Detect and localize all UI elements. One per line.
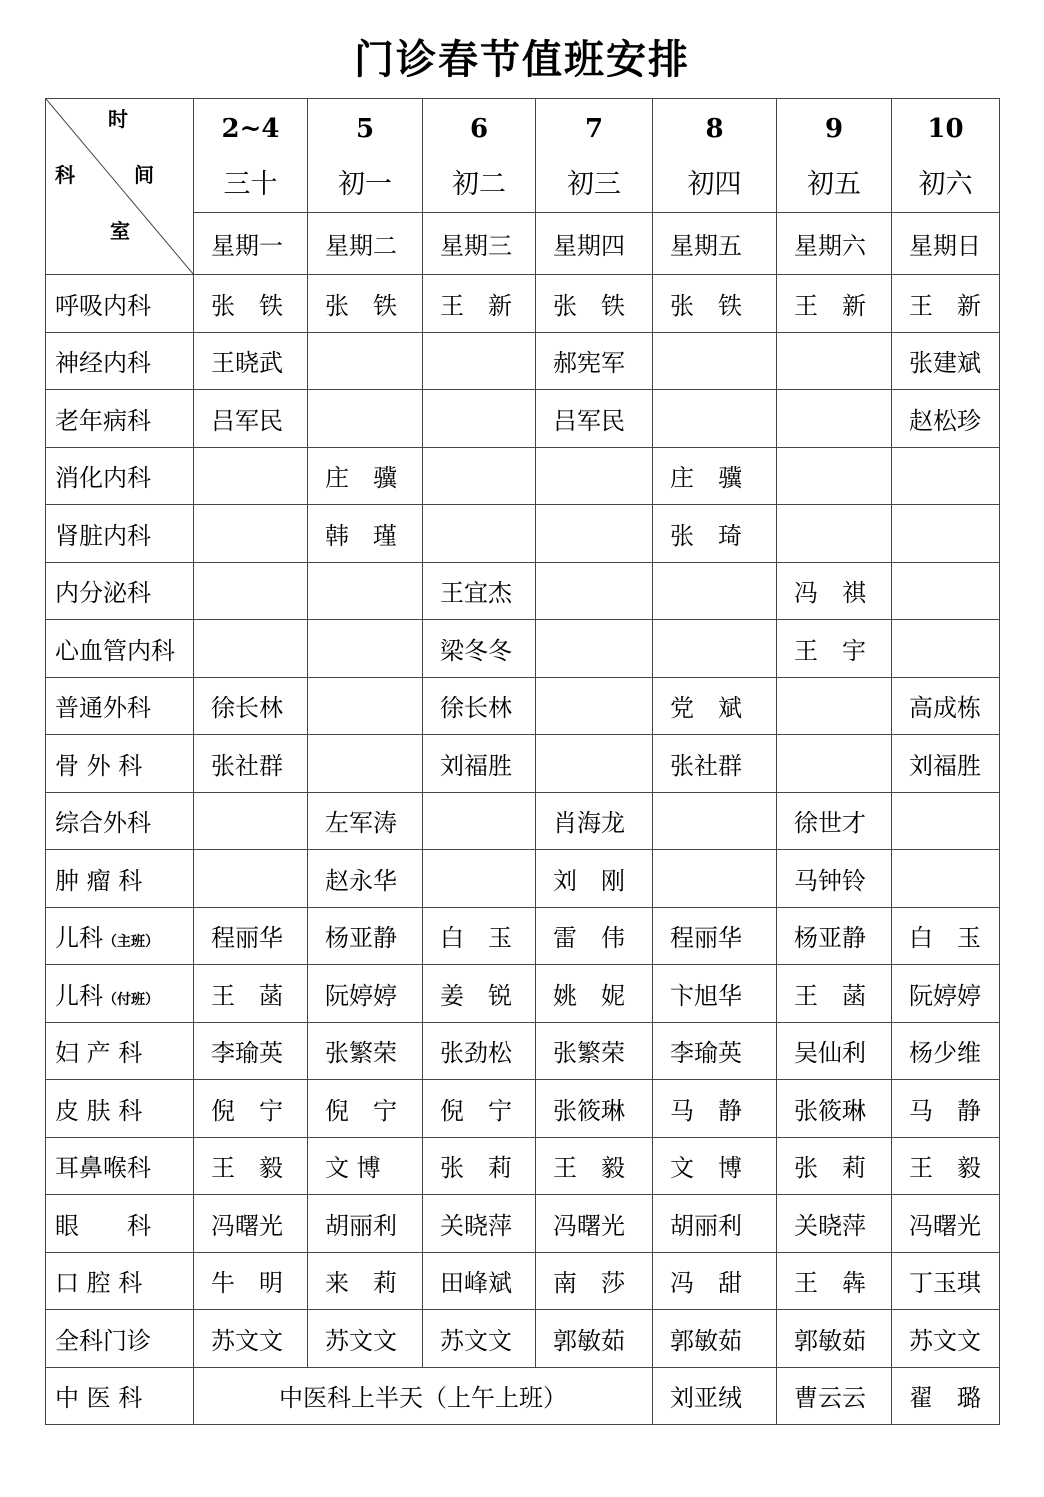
duty-cell: 刘亚绒 xyxy=(653,1367,777,1425)
duty-cell: 白 玉 xyxy=(892,907,1000,965)
merged-cell: 中医科上半天（上午上班） xyxy=(194,1367,653,1425)
duty-cell: 刘 刚 xyxy=(536,850,653,908)
duty-cell xyxy=(653,620,777,678)
table-row xyxy=(46,735,1000,793)
duty-cell: 白 玉 xyxy=(423,907,536,965)
department-shift: （付班） xyxy=(103,991,159,1008)
duty-schedule-table xyxy=(45,98,1000,1425)
duty-cell xyxy=(536,735,653,793)
duty-cell: 姚 妮 xyxy=(536,965,653,1023)
solar-date: 9 xyxy=(824,114,844,144)
duty-cell: 倪 宁 xyxy=(194,1080,308,1138)
duty-cell: 王 新 xyxy=(777,275,892,333)
duty-cell xyxy=(892,447,1000,505)
department-name: 眼 科 xyxy=(55,1211,151,1240)
duty-cell xyxy=(536,562,653,620)
duty-cell xyxy=(777,505,892,563)
header-row-dates xyxy=(46,99,1000,213)
table-row xyxy=(46,850,1000,908)
department-cell xyxy=(46,735,194,793)
solar-date: 5 xyxy=(355,114,375,144)
date-header xyxy=(308,99,423,213)
department-cell xyxy=(46,965,194,1023)
duty-cell: 党 斌 xyxy=(653,677,777,735)
duty-cell: 王 新 xyxy=(892,275,1000,333)
duty-cell: 李瑜英 xyxy=(194,1022,308,1080)
duty-cell: 吴仙利 xyxy=(777,1022,892,1080)
lunar-date: 初五 xyxy=(807,169,861,200)
duty-cell: 冯 祺 xyxy=(777,562,892,620)
table-row xyxy=(46,620,1000,678)
duty-cell: 张社群 xyxy=(653,735,777,793)
duty-cell: 丁玉琪 xyxy=(892,1252,1000,1310)
duty-cell: 王宜杰 xyxy=(423,562,536,620)
duty-cell: 胡丽利 xyxy=(308,1195,423,1253)
table-row xyxy=(46,1195,1000,1253)
table-row xyxy=(46,677,1000,735)
department-cell xyxy=(46,850,194,908)
duty-cell: 庄 骥 xyxy=(653,447,777,505)
duty-cell: 肖海龙 xyxy=(536,792,653,850)
duty-cell xyxy=(308,620,423,678)
department-cell xyxy=(46,1367,194,1425)
duty-cell: 张 铁 xyxy=(308,275,423,333)
duty-cell: 马 静 xyxy=(892,1080,1000,1138)
department-cell xyxy=(46,275,194,333)
duty-cell xyxy=(308,332,423,390)
table-row xyxy=(46,505,1000,563)
date-header xyxy=(423,99,536,213)
table-row xyxy=(46,332,1000,390)
duty-cell: 倪 宁 xyxy=(423,1080,536,1138)
duty-cell: 赵永华 xyxy=(308,850,423,908)
table-row xyxy=(46,1367,1000,1425)
duty-cell: 马 静 xyxy=(653,1080,777,1138)
duty-cell: 王 毅 xyxy=(536,1137,653,1195)
duty-cell xyxy=(892,792,1000,850)
duty-cell: 马钟铃 xyxy=(777,850,892,908)
duty-cell: 苏文文 xyxy=(194,1310,308,1368)
duty-cell xyxy=(892,562,1000,620)
department-cell xyxy=(46,907,194,965)
duty-cell: 庄 骥 xyxy=(308,447,423,505)
table-row xyxy=(46,1252,1000,1310)
table-row xyxy=(46,792,1000,850)
duty-cell xyxy=(423,447,536,505)
duty-cell xyxy=(653,390,777,448)
duty-cell: 韩 瑾 xyxy=(308,505,423,563)
department-cell xyxy=(46,620,194,678)
department-cell xyxy=(46,1080,194,1138)
lunar-date: 三十 xyxy=(223,169,278,200)
duty-cell: 郭敏茹 xyxy=(653,1310,777,1368)
corner-label: 间 xyxy=(134,163,154,187)
department-name: 消化内科 xyxy=(55,464,151,493)
duty-cell: 王 宇 xyxy=(777,620,892,678)
department-name: 骨 外 科 xyxy=(55,751,143,780)
duty-cell: 王 新 xyxy=(423,275,536,333)
department-cell xyxy=(46,1252,194,1310)
department-name: 儿科 xyxy=(55,924,103,953)
weekday-header: 星期一 xyxy=(194,213,308,275)
duty-cell xyxy=(194,562,308,620)
duty-cell: 程丽华 xyxy=(653,907,777,965)
duty-cell: 文 博 xyxy=(653,1137,777,1195)
duty-cell: 刘福胜 xyxy=(892,735,1000,793)
duty-cell: 张 铁 xyxy=(194,275,308,333)
date-header xyxy=(536,99,653,213)
table-row xyxy=(46,965,1000,1023)
duty-cell xyxy=(308,677,423,735)
duty-cell: 田峰斌 xyxy=(423,1252,536,1310)
duty-cell: 王 犇 xyxy=(777,1252,892,1310)
duty-cell: 张繁荣 xyxy=(308,1022,423,1080)
corner-label: 科 xyxy=(55,163,75,187)
department-name: 老年病科 xyxy=(55,406,151,435)
duty-cell xyxy=(423,792,536,850)
duty-cell xyxy=(308,390,423,448)
duty-cell: 阮婷婷 xyxy=(308,965,423,1023)
table-row xyxy=(46,1022,1000,1080)
duty-cell xyxy=(777,735,892,793)
department-name: 中 医 科 xyxy=(55,1384,143,1413)
duty-cell xyxy=(777,332,892,390)
duty-cell xyxy=(536,677,653,735)
duty-cell: 冯曙光 xyxy=(536,1195,653,1253)
date-header xyxy=(194,99,308,213)
duty-cell xyxy=(308,562,423,620)
duty-cell: 杨少维 xyxy=(892,1022,1000,1080)
department-name: 综合外科 xyxy=(55,809,151,838)
duty-cell xyxy=(194,447,308,505)
duty-cell: 郭敏茹 xyxy=(777,1310,892,1368)
duty-cell: 卞旭华 xyxy=(653,965,777,1023)
date-header xyxy=(892,99,1000,213)
department-cell xyxy=(46,1195,194,1253)
duty-cell: 徐长林 xyxy=(194,677,308,735)
duty-cell xyxy=(777,447,892,505)
duty-cell: 倪 宁 xyxy=(308,1080,423,1138)
duty-cell xyxy=(653,332,777,390)
duty-cell: 吕军民 xyxy=(194,390,308,448)
duty-cell: 赵松珍 xyxy=(892,390,1000,448)
table-row xyxy=(46,390,1000,448)
duty-cell xyxy=(777,390,892,448)
department-shift: （主班） xyxy=(103,934,159,951)
corner-label: 时 xyxy=(108,107,128,131)
solar-date: 7 xyxy=(584,114,604,144)
duty-cell: 曹云云 xyxy=(777,1367,892,1425)
duty-cell: 王 毅 xyxy=(892,1137,1000,1195)
solar-date: 8 xyxy=(705,114,724,144)
department-name: 呼吸内科 xyxy=(55,291,151,320)
department-name: 妇 产 科 xyxy=(55,1039,143,1068)
duty-cell: 张社群 xyxy=(194,735,308,793)
department-cell xyxy=(46,792,194,850)
department-name: 儿科 xyxy=(55,981,103,1010)
department-name: 内分泌科 xyxy=(55,579,151,608)
duty-cell: 文 博 xyxy=(308,1137,423,1195)
date-header xyxy=(777,99,892,213)
department-cell xyxy=(46,505,194,563)
duty-cell xyxy=(653,792,777,850)
duty-cell: 姜 锐 xyxy=(423,965,536,1023)
duty-cell: 张筱琳 xyxy=(777,1080,892,1138)
department-name: 皮 肤 科 xyxy=(55,1096,143,1125)
duty-cell xyxy=(194,505,308,563)
duty-cell: 翟 璐 xyxy=(892,1367,1000,1425)
table-row xyxy=(46,447,1000,505)
duty-cell: 杨亚静 xyxy=(308,907,423,965)
duty-cell: 吕军民 xyxy=(536,390,653,448)
duty-cell: 郝宪军 xyxy=(536,332,653,390)
duty-cell: 关晓萍 xyxy=(777,1195,892,1253)
department-name: 心血管内科 xyxy=(55,636,175,665)
department-name: 肾脏内科 xyxy=(55,521,151,550)
department-name: 神经内科 xyxy=(55,349,151,378)
solar-date: 6 xyxy=(469,114,489,144)
department-cell xyxy=(46,332,194,390)
duty-cell xyxy=(536,620,653,678)
duty-cell: 王 菡 xyxy=(777,965,892,1023)
duty-cell: 张 莉 xyxy=(423,1137,536,1195)
department-name: 普通外科 xyxy=(55,694,151,723)
duty-cell: 左军涛 xyxy=(308,792,423,850)
department-cell xyxy=(46,562,194,620)
duty-cell: 程丽华 xyxy=(194,907,308,965)
department-cell xyxy=(46,390,194,448)
duty-cell xyxy=(194,620,308,678)
department-cell xyxy=(46,677,194,735)
duty-cell: 李瑜英 xyxy=(653,1022,777,1080)
duty-cell: 雷 伟 xyxy=(536,907,653,965)
department-name: 口 腔 科 xyxy=(55,1269,143,1298)
lunar-date: 初一 xyxy=(338,169,392,200)
weekday-header: 星期五 xyxy=(653,213,777,275)
duty-cell: 徐长林 xyxy=(423,677,536,735)
duty-cell xyxy=(892,620,1000,678)
duty-cell xyxy=(194,792,308,850)
duty-cell: 张 莉 xyxy=(777,1137,892,1195)
duty-cell: 冯曙光 xyxy=(892,1195,1000,1253)
duty-cell xyxy=(423,505,536,563)
duty-cell: 杨亚静 xyxy=(777,907,892,965)
table-row xyxy=(46,562,1000,620)
duty-cell: 冯曙光 xyxy=(194,1195,308,1253)
duty-cell xyxy=(423,332,536,390)
duty-cell: 王晓武 xyxy=(194,332,308,390)
duty-cell: 张 琦 xyxy=(653,505,777,563)
duty-cell xyxy=(536,505,653,563)
duty-cell: 梁冬冬 xyxy=(423,620,536,678)
duty-cell: 王 菡 xyxy=(194,965,308,1023)
duty-cell: 关晓萍 xyxy=(423,1195,536,1253)
duty-cell xyxy=(892,850,1000,908)
corner-header xyxy=(46,99,194,275)
duty-cell xyxy=(308,735,423,793)
duty-cell xyxy=(892,505,1000,563)
duty-cell xyxy=(653,562,777,620)
table-row xyxy=(46,1080,1000,1138)
duty-cell: 张 铁 xyxy=(653,275,777,333)
duty-cell: 苏文文 xyxy=(423,1310,536,1368)
duty-cell: 南 莎 xyxy=(536,1252,653,1310)
table-row xyxy=(46,1137,1000,1195)
duty-cell: 来 莉 xyxy=(308,1252,423,1310)
department-name: 肿 瘤 科 xyxy=(55,866,143,895)
table-row xyxy=(46,275,1000,333)
duty-cell: 张繁荣 xyxy=(536,1022,653,1080)
page-title: 门诊春节值班安排 xyxy=(354,36,690,83)
department-name: 全科门诊 xyxy=(55,1326,151,1355)
duty-cell: 徐世才 xyxy=(777,792,892,850)
duty-cell xyxy=(423,390,536,448)
department-name: 耳鼻喉科 xyxy=(55,1154,151,1183)
lunar-date: 初二 xyxy=(452,169,506,200)
weekday-header: 星期日 xyxy=(892,213,1000,275)
duty-cell: 牛 明 xyxy=(194,1252,308,1310)
duty-cell: 阮婷婷 xyxy=(892,965,1000,1023)
duty-cell xyxy=(536,447,653,505)
duty-cell: 张劲松 xyxy=(423,1022,536,1080)
duty-cell xyxy=(653,850,777,908)
weekday-header: 星期四 xyxy=(536,213,653,275)
weekday-header: 星期三 xyxy=(423,213,536,275)
weekday-header: 星期六 xyxy=(777,213,892,275)
duty-cell xyxy=(194,850,308,908)
table-row xyxy=(46,907,1000,965)
duty-cell: 张建斌 xyxy=(892,332,1000,390)
duty-cell: 冯 甜 xyxy=(653,1252,777,1310)
duty-cell: 王 毅 xyxy=(194,1137,308,1195)
duty-cell: 胡丽利 xyxy=(653,1195,777,1253)
duty-cell: 高成栋 xyxy=(892,677,1000,735)
duty-cell: 郭敏茹 xyxy=(536,1310,653,1368)
department-cell xyxy=(46,1022,194,1080)
duty-cell xyxy=(777,677,892,735)
table-row xyxy=(46,1310,1000,1368)
department-cell xyxy=(46,1310,194,1368)
duty-cell: 苏文文 xyxy=(892,1310,1000,1368)
duty-cell: 张 铁 xyxy=(536,275,653,333)
duty-cell: 苏文文 xyxy=(308,1310,423,1368)
lunar-date: 初六 xyxy=(918,169,973,200)
department-cell xyxy=(46,1137,194,1195)
solar-date: 10 xyxy=(927,114,964,144)
lunar-date: 初四 xyxy=(687,169,742,200)
weekday-header: 星期二 xyxy=(308,213,423,275)
solar-date: 2~4 xyxy=(221,114,280,144)
duty-cell xyxy=(423,850,536,908)
corner-label: 室 xyxy=(110,219,130,243)
lunar-date: 初三 xyxy=(567,169,621,200)
duty-cell: 刘福胜 xyxy=(423,735,536,793)
duty-cell: 张筱琳 xyxy=(536,1080,653,1138)
department-cell xyxy=(46,447,194,505)
date-header xyxy=(653,99,777,213)
